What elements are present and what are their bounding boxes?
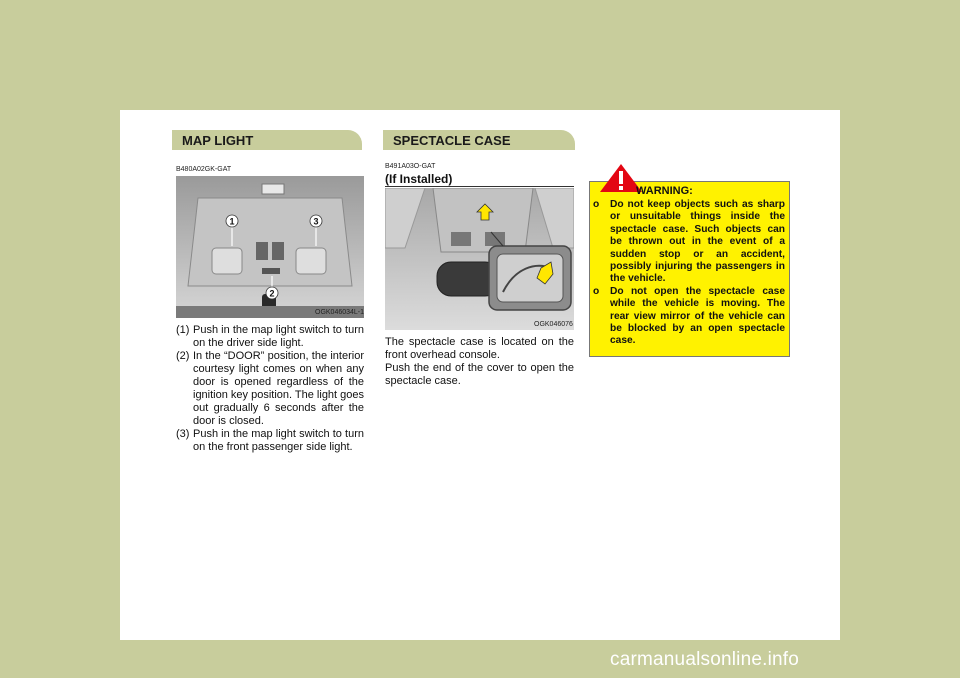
subtitle-rule (385, 186, 574, 187)
warning-title: WARNING: (636, 185, 693, 197)
paragraph: Push the end of the cover to open the spectacle case. (385, 362, 574, 387)
list-marker: (1) (176, 324, 190, 336)
warning-marker: o (593, 285, 600, 297)
list-marker: (3) (176, 428, 190, 440)
callout-2: 2 (269, 288, 275, 299)
warning-item (593, 199, 785, 286)
map-light-list (176, 324, 364, 454)
list-item (176, 324, 364, 350)
spectacle-case-subtitle: (If Installed) (385, 172, 453, 186)
warning-text: Do not open the spectacle case while the vehicle is moving. The rear view mirror of the vehicle can be blocked by an open spectacle case. (610, 285, 785, 347)
map-light-title: MAP LIGHT (182, 133, 254, 148)
spectacle-case-figure (385, 188, 574, 330)
spectacle-case-title: SPECTACLE CASE (393, 133, 511, 148)
list-item (176, 350, 364, 428)
spectacle-case-code: B491A03O-GAT (385, 163, 436, 170)
page-number: 68 (130, 137, 144, 149)
chapter-number: 1 (151, 110, 163, 132)
warning-marker: o (593, 199, 600, 210)
warning-list (593, 199, 785, 348)
map-light-figure (176, 176, 364, 318)
warning-text: Do not keep objects such as sharp or unsuitable things inside the spectacle case. Such objects can be thrown out in the event of a sudden stop or an accident, possibly injuring the passengers in the vehicle. (610, 199, 785, 285)
list-text: In the “DOOR” position, the interior courtesy light comes on when any door is opened regardless of the ignition key position. The light goes out gradually 6 seconds after the door is closed. (193, 350, 365, 427)
spectacle-case-illustration (385, 188, 574, 330)
paragraph: The spectacle case is located on the front overhead console. (385, 336, 574, 361)
watermark: carmanualsonline.info (610, 649, 800, 670)
callout-3: 3 (313, 216, 319, 227)
chapter-title: FEATURES OF YOUR HYUNDAI (164, 119, 299, 129)
map-light-illustration (176, 176, 364, 318)
list-text: Push in the map light switch to turn on the front passenger side light. (193, 428, 364, 453)
spectacle-case-figure-code: OGK046076 (534, 321, 573, 328)
map-light-figure-code: OGK046034L-1 (315, 309, 365, 316)
list-marker: (2) (176, 350, 190, 362)
list-text: Push in the map light switch to turn on the driver side light. (193, 324, 364, 349)
warning-item (593, 286, 785, 348)
spectacle-case-text (385, 336, 574, 388)
chapter-header (151, 112, 299, 130)
list-item (176, 428, 364, 454)
map-light-code: B480A02GK-GAT (176, 166, 232, 173)
callout-1: 1 (229, 216, 235, 227)
